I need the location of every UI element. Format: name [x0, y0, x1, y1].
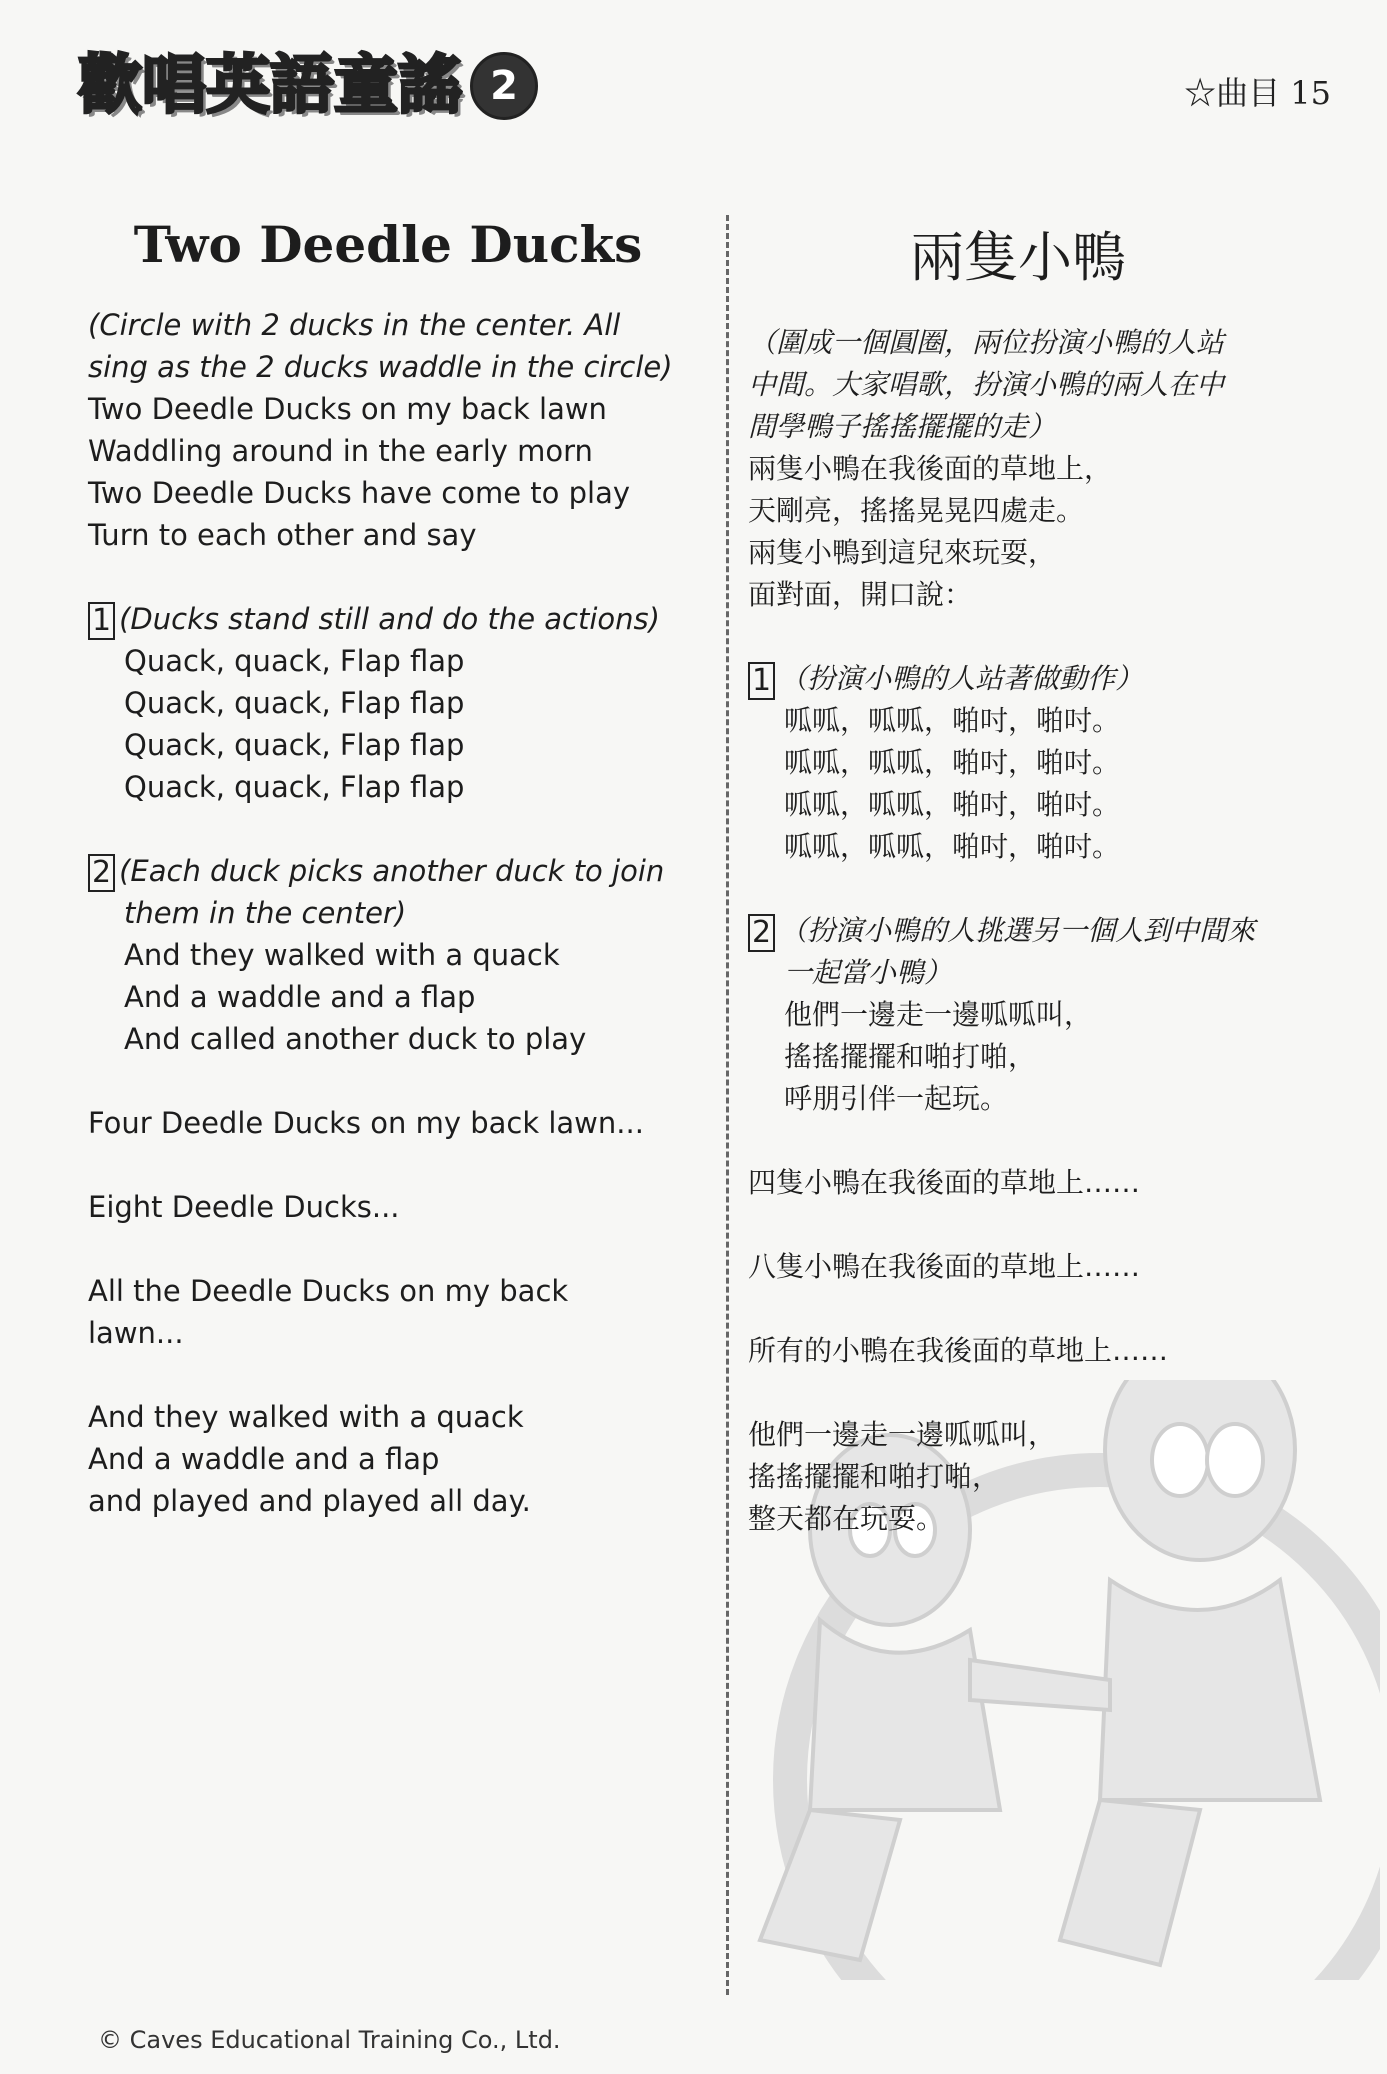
lyric-line: Two Deedle Ducks have come to play — [88, 476, 631, 510]
lyric-line: 呱呱，呱呱，啪吋，啪吋。 — [784, 788, 1121, 821]
logo-char: 歡 — [78, 49, 140, 123]
lyric-line: 呱呱，呱呱，啪吋，啪吋。 — [784, 746, 1121, 779]
lyric-line: sing as the 2 ducks waddle in the circle) — [88, 350, 673, 384]
stage-direction: （扮演小鴨的人站著做動作） — [779, 662, 1144, 695]
verse-number: 2 — [88, 854, 115, 892]
logo-char: 唱 — [142, 49, 204, 123]
lyric-line: Two Deedle Ducks on my back lawn — [88, 392, 607, 426]
lyric-line: 所有的小鴨在我後面的草地上…… — [748, 1334, 1169, 1367]
logo-char: 英 — [206, 49, 268, 123]
lyric-line: Quack, quack, Flap flap — [124, 644, 465, 678]
lyric-line: 搖搖擺擺和啪打啪， — [784, 1040, 1037, 1073]
lyric-line: Quack, quack, Flap flap — [124, 728, 465, 762]
lyric-line: All the Deedle Ducks on my back — [88, 1274, 569, 1308]
lyric-line: 天剛亮，搖搖晃晃四處走。 — [748, 494, 1085, 527]
lyric-line: 搖搖擺擺和啪打啪， — [748, 1460, 1001, 1493]
lyric-line: 呼朋引伴一起玩。 — [784, 1082, 1009, 1115]
lyric-line: 兩隻小鴨到這兒來玩耍， — [748, 536, 1057, 569]
verse-1-header — [748, 658, 1348, 700]
logo-char: 童 — [334, 49, 396, 123]
verse-2-header — [88, 850, 708, 892]
track-label: ☆曲目 15 — [1184, 74, 1331, 112]
english-lyrics — [88, 215, 708, 1522]
lyric-line: (Circle with 2 ducks in the center. All — [88, 308, 621, 342]
logo-char: 語 — [270, 49, 332, 123]
song-title-english: Two Deedle Ducks — [133, 215, 643, 274]
lyric-line: And a waddle and a flap — [124, 980, 476, 1014]
lyric-line: And a waddle and a flap — [88, 1442, 440, 1476]
lyric-line: lawn... — [88, 1316, 184, 1350]
lyric-line: And called another duck to play — [124, 1022, 587, 1056]
lyric-line: Turn to each other and say — [88, 518, 477, 552]
stage-direction: them in the center) — [124, 896, 407, 930]
chinese-lyrics — [748, 215, 1348, 1540]
copyright-footer: © Caves Educational Training Co., Ltd. — [98, 2026, 561, 2054]
verse-1-header — [88, 598, 708, 640]
lyric-line: 面對面，開口說： — [748, 578, 973, 611]
lyric-line: 呱呱，呱呱，啪吋，啪吋。 — [784, 704, 1121, 737]
verse-2-header — [748, 910, 1348, 952]
lyric-line: 他們一邊走一邊呱呱叫， — [748, 1418, 1057, 1451]
verse-number: 1 — [748, 662, 775, 700]
song-title-chinese: 兩隻小鴨 — [910, 226, 1126, 289]
stage-direction: （扮演小鴨的人挑選另一個人到中間來 — [779, 914, 1256, 947]
stage-direction: (Ducks stand still and do the actions) — [119, 602, 660, 636]
verse-number: 1 — [88, 602, 115, 640]
lyric-line: 四隻小鴨在我後面的草地上…… — [748, 1166, 1141, 1199]
stage-direction: (Each duck picks another duck to join — [119, 854, 665, 888]
stage-direction: 一起當小鴨） — [784, 956, 953, 989]
column-divider — [726, 215, 729, 1995]
lyric-line: Four Deedle Ducks on my back lawn... — [88, 1106, 644, 1140]
lyric-line: Quack, quack, Flap flap — [124, 770, 465, 804]
lyric-line: And they walked with a quack — [124, 938, 560, 972]
lyric-line: （圍成一個圓圈，兩位扮演小鴨的人站 — [748, 326, 1225, 359]
lyric-line: 兩隻小鴨在我後面的草地上， — [748, 452, 1113, 485]
volume-badge: 2 — [470, 52, 538, 120]
lyric-line: And they walked with a quack — [88, 1400, 524, 1434]
lyric-line: 呱呱，呱呱，啪吋，啪吋。 — [784, 830, 1121, 863]
lyric-line: Waddling around in the early morn — [88, 434, 593, 468]
logo-char: 謠 — [398, 49, 460, 123]
lyric-line: 他們一邊走一邊呱呱叫， — [784, 998, 1093, 1031]
lyric-line: Eight Deedle Ducks... — [88, 1190, 400, 1224]
lyric-line: and played and played all day. — [88, 1484, 531, 1518]
lyric-line: Quack, quack, Flap flap — [124, 686, 465, 720]
lyric-line: 間學鴨子搖搖擺擺的走） — [748, 410, 1057, 443]
lyric-line: 八隻小鴨在我後面的草地上…… — [748, 1250, 1141, 1283]
verse-number: 2 — [748, 914, 775, 952]
lyric-line: 整天都在玩耍。 — [748, 1502, 945, 1535]
series-logo — [78, 49, 538, 123]
lyric-line: 中間。大家唱歌，扮演小鴨的兩人在中 — [748, 368, 1225, 401]
